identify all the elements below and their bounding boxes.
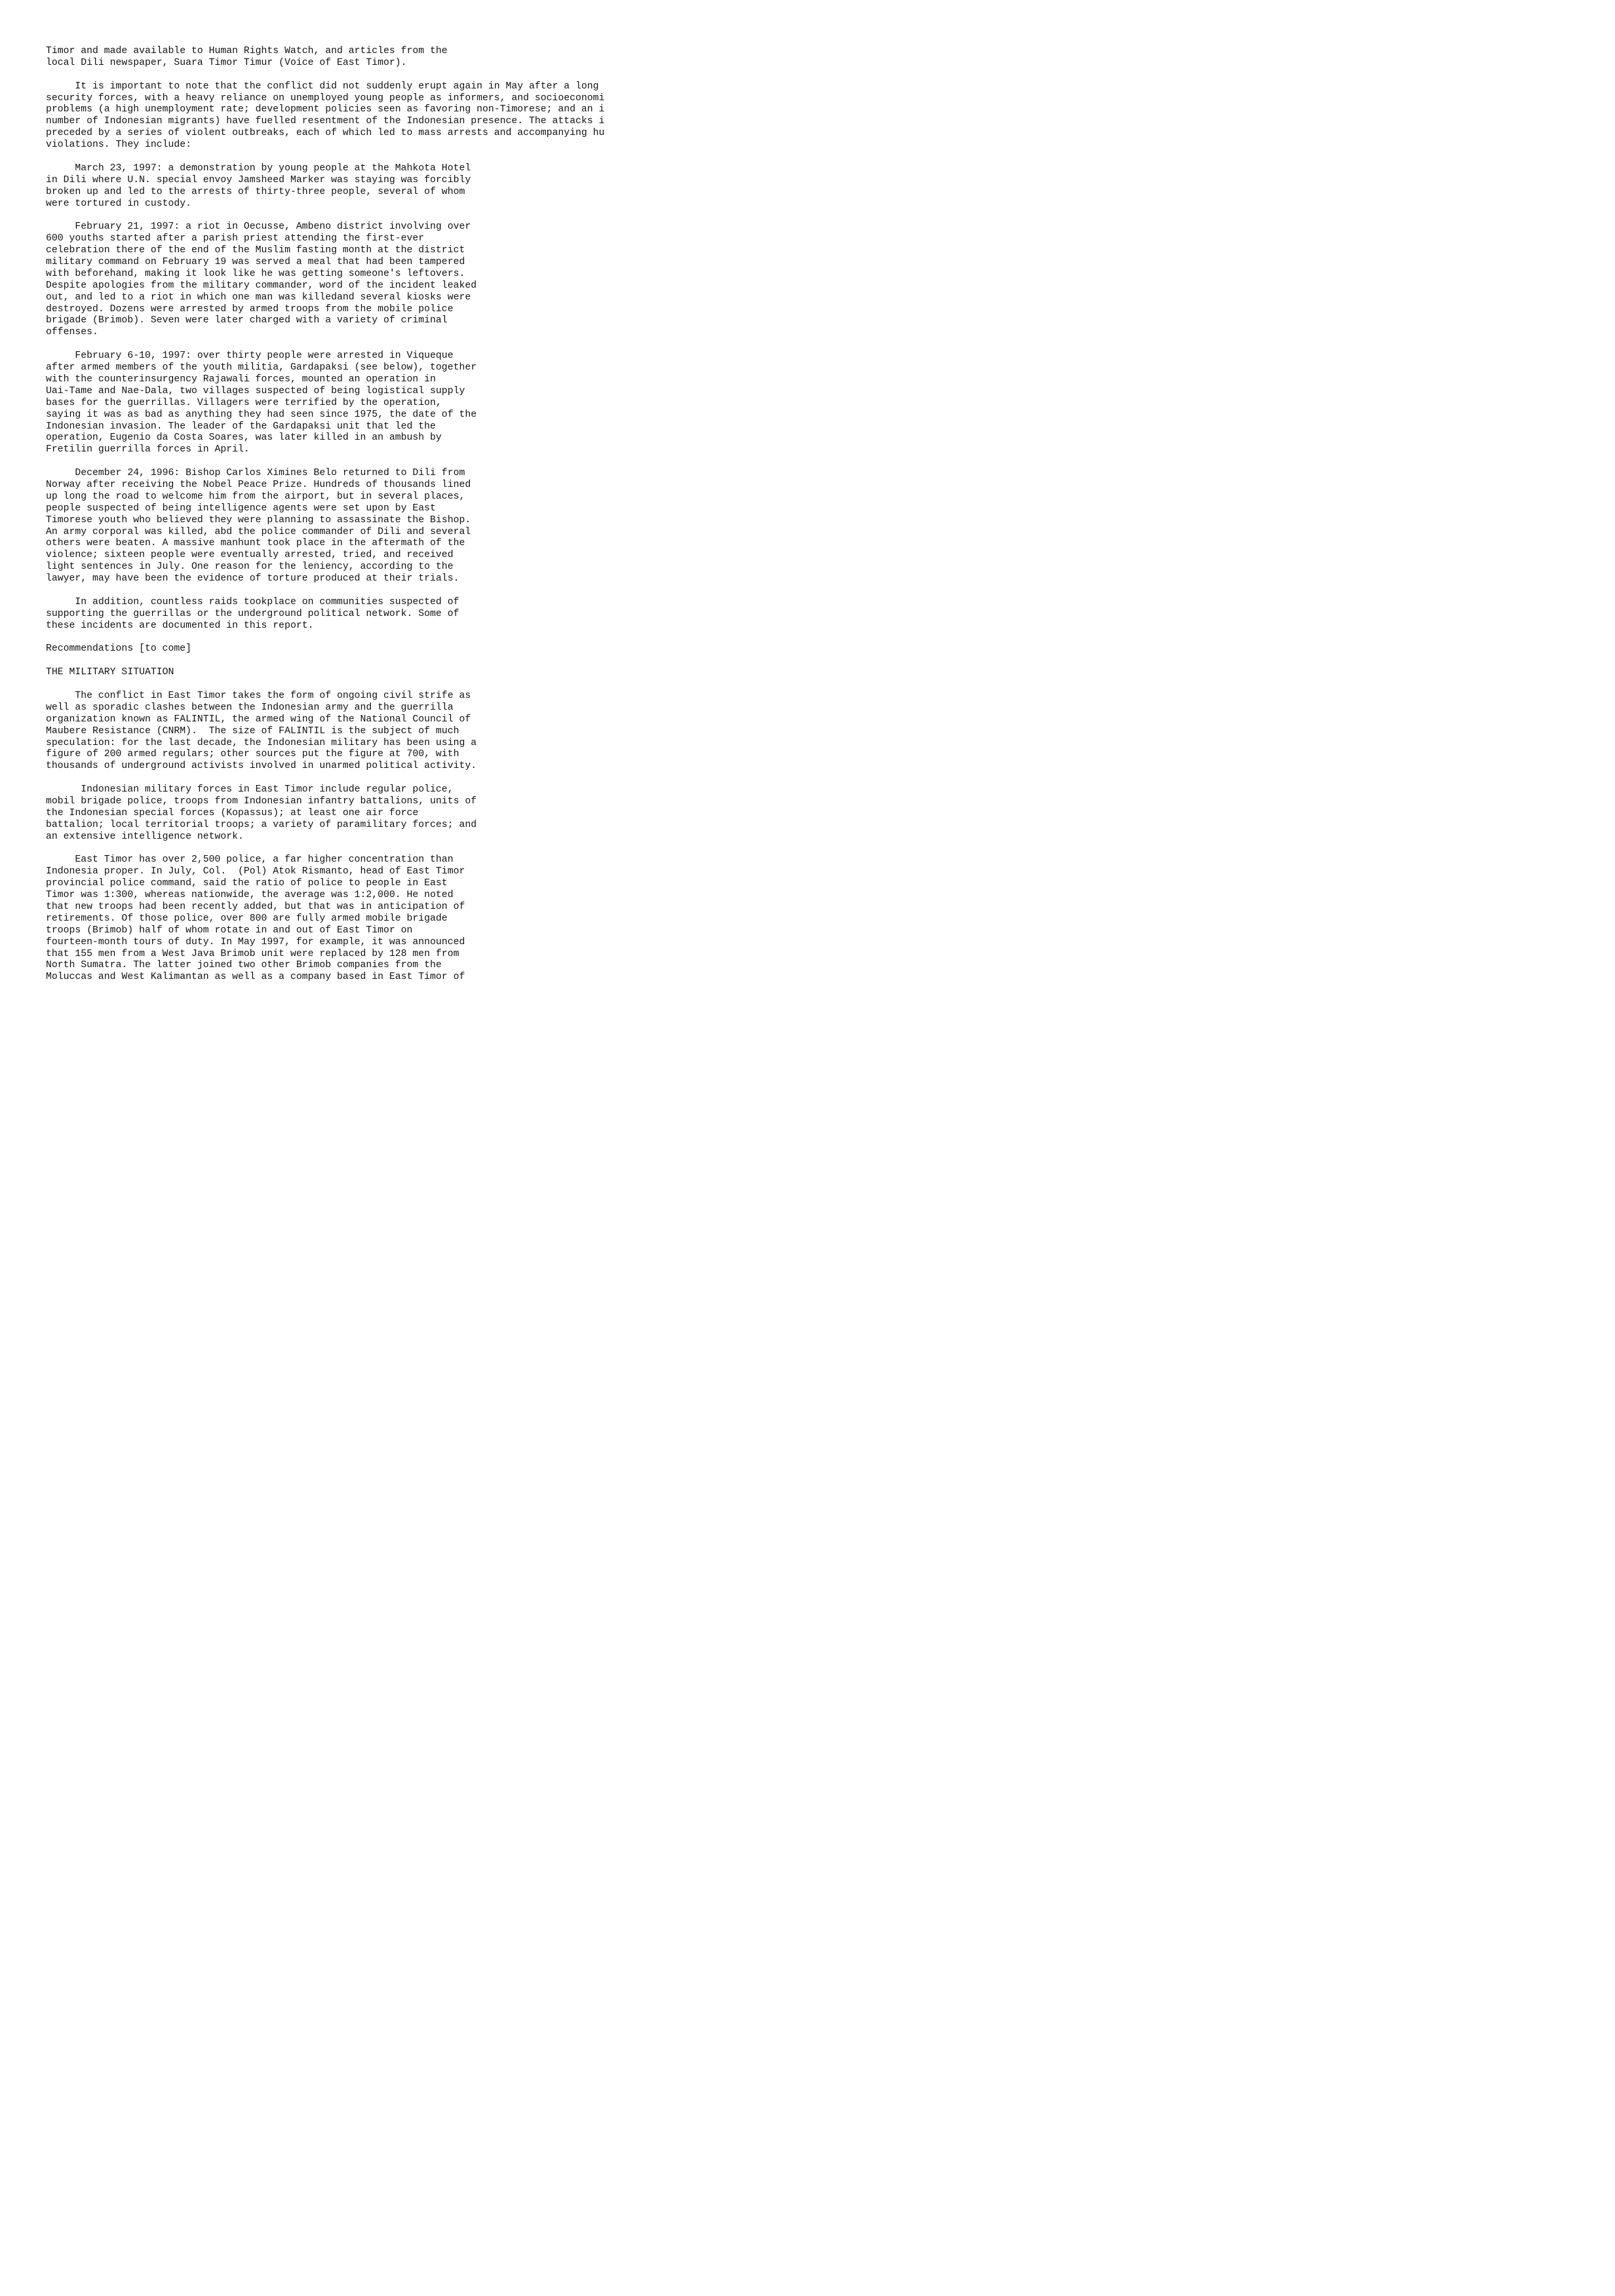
- text-line: in Dili where U.N. special envoy Jamsheed Marker was staying was forcibly: [46, 174, 471, 185]
- text-line: Despite apologies from the military commander, word of the incident leaked: [46, 280, 477, 291]
- paragraph-police-numbers: [46, 854, 721, 984]
- text-line: An army corporal was killed, abd the police commander of Dili and several: [46, 526, 471, 537]
- text-line: provincial police command, said the ratio of police to people in East: [46, 878, 448, 889]
- text-line: Indonesia proper. In July, Col. (Pol) Atok Rismanto, head of East Timor: [46, 866, 465, 877]
- document-page: [0, 0, 721, 1025]
- text-line: were tortured in custody.: [46, 198, 191, 209]
- text-line: others were beaten. A massive manhunt took place in the aftermath of the: [46, 538, 465, 549]
- text-line: military command on February 19 was served a meal that had been tampered: [46, 257, 465, 268]
- text-line: Moluccas and West Kalimantan as well as a company based in East Timor of: [46, 972, 465, 983]
- text-line: February 6-10, 1997: over thirty people were arrested in Viqueque: [46, 351, 454, 362]
- text-line: number of Indonesian migrants) have fuelled resentment of the Indonesian presence. The attacks i: [46, 116, 605, 127]
- text-line: Indonesian invasion. The leader of the Gardapaksi unit that led the: [46, 421, 436, 432]
- text-line: Uai-Tame and Nae-Dala, two villages suspected of being logistical supply: [46, 385, 465, 396]
- text-line: violence; sixteen people were eventually arrested, tried, and received: [46, 550, 454, 561]
- text-line: with the counterinsurgency Rajawali forces, mounted an operation in: [46, 373, 436, 385]
- text-line: security forces, with a heavy reliance on unemployed young people as informers, and socioeconomi: [46, 92, 605, 104]
- text-line: THE MILITARY SITUATION: [46, 667, 174, 678]
- text-line: retirements. Of those police, over 800 are fully armed mobile brigade: [46, 913, 448, 924]
- text-line: 600 youths started after a parish priest attending the first-ever: [46, 233, 425, 244]
- text-line: that 155 men from a West Java Brimob unit were replaced by 128 men from: [46, 948, 459, 959]
- text-line: the Indonesian special forces (Kopassus); at least one air force: [46, 807, 419, 818]
- paragraph-conflict-context: [46, 81, 721, 151]
- text-line: March 23, 1997: a demonstration by young people at the Mahkota Hotel: [46, 163, 471, 174]
- text-line: out, and led to a riot in which one man was killedand several kiosks were: [46, 292, 471, 303]
- text-line: celebration there of the end of the Muslim fasting month at the district: [46, 245, 465, 256]
- text-line: lawyer, may have been the evidence of torture produced at their trials.: [46, 573, 459, 584]
- text-line: The conflict in East Timor takes the form of ongoing civil strife as: [46, 690, 471, 701]
- text-line: violations. They include:: [46, 140, 191, 151]
- text-line: In addition, countless raids tookplace on communities suspected of: [46, 596, 459, 607]
- text-line: broken up and led to the arrests of thirty-three people, several of whom: [46, 186, 465, 197]
- text-line: destroyed. Dozens were arrested by armed troops from the mobile police: [46, 303, 454, 315]
- text-line: battalion; local territorial troops; a variety of paramilitary forces; and: [46, 819, 477, 830]
- paragraph-february-6-10-1997: [46, 351, 721, 456]
- text-line: Recommendations [to come]: [46, 643, 191, 655]
- text-line: problems (a high unemployment rate; development policies seen as favoring non-Timorese; and an i: [46, 104, 605, 115]
- paragraph-december-24-1996: [46, 468, 721, 585]
- text-line: troops (Brimob) half of whom rotate in and out of East Timor on: [46, 925, 413, 936]
- text-line: after armed members of the youth militia, Gardapaksi (see below), together: [46, 362, 477, 373]
- text-line: Maubere Resistance (CNRM). The size of FALINTIL is the subject of much: [46, 725, 459, 737]
- paragraph-military-forces: [46, 784, 721, 843]
- paragraph-february-21-1997: [46, 221, 721, 339]
- paragraph-falintil: [46, 691, 721, 773]
- text-line: figure of 200 armed regulars; other sources put the figure at 700, with: [46, 749, 459, 760]
- paragraph-countless-raids: [46, 597, 721, 632]
- text-line: people suspected of being intelligence agents were set upon by East: [46, 503, 436, 514]
- text-line: local Dili newspaper, Suara Timor Timur (Voice of East Timor).: [46, 57, 407, 68]
- text-line: brigade (Brimob). Seven were later charged with a variety of criminal: [46, 315, 448, 326]
- document-body: [46, 46, 721, 995]
- text-line: organization known as FALINTIL, the armed wing of the National Council of: [46, 714, 471, 725]
- text-line: with beforehand, making it look like he was getting someone's leftovers.: [46, 268, 465, 279]
- text-line: supporting the guerrillas or the underground political network. Some of: [46, 608, 459, 619]
- text-line: Norway after receiving the Nobel Peace Prize. Hundreds of thousands lined: [46, 479, 471, 490]
- text-line: light sentences in July. One reason for the leniency, according to the: [46, 562, 454, 573]
- text-line: Timor was 1:300, whereas nationwide, the average was 1:2,000. He noted: [46, 890, 454, 901]
- text-line: these incidents are documented in this report.: [46, 620, 314, 631]
- paragraph-military-situation-heading: [46, 667, 721, 679]
- text-line: Timorese youth who believed they were planning to assassinate the Bishop.: [46, 514, 471, 526]
- text-line: up long the road to welcome him from the airport, but in several places,: [46, 491, 465, 502]
- paragraph-intro-tail: [46, 46, 721, 69]
- paragraph-march-23-1997: [46, 163, 721, 210]
- text-line: that new troops had been recently added, but that was in anticipation of: [46, 902, 465, 913]
- text-line: mobil brigade police, troops from Indonesian infantry battalions, units of: [46, 796, 477, 807]
- text-line: North Sumatra. The latter joined two other Brimob companies from the: [46, 960, 442, 971]
- paragraph-recommendations-heading: [46, 643, 721, 655]
- text-line: It is important to note that the conflict did not suddenly erupt again in May after a long: [46, 81, 599, 92]
- text-line: thousands of underground activists involved in unarmed political activity.: [46, 761, 477, 772]
- text-line: Timor and made available to Human Rights Watch, and articles from the: [46, 46, 448, 56]
- text-line: February 21, 1997: a riot in Oecusse, Ambeno district involving over: [46, 221, 471, 233]
- text-line: preceded by a series of violent outbreaks, each of which led to mass arrests and accompanying hu: [46, 128, 605, 139]
- text-line: Indonesian military forces in East Timor include regular police,: [46, 784, 454, 795]
- text-line: fourteen-month tours of duty. In May 1997, for example, it was announced: [46, 936, 465, 947]
- text-line: Fretilin guerrilla forces in April.: [46, 444, 250, 455]
- text-line: speculation: for the last decade, the Indonesian military has been using a: [46, 737, 477, 748]
- text-line: December 24, 1996: Bishop Carlos Ximines Belo returned to Dili from: [46, 468, 465, 479]
- text-line: well as sporadic clashes between the Indonesian army and the guerrilla: [46, 702, 454, 713]
- text-line: saying it was as bad as anything they had seen since 1975, the date of the: [46, 409, 477, 420]
- text-line: bases for the guerrillas. Villagers were terrified by the operation,: [46, 397, 442, 408]
- text-line: an extensive intelligence network.: [46, 831, 244, 842]
- text-line: offenses.: [46, 327, 98, 338]
- text-line: operation, Eugenio da Costa Soares, was later killed in an ambush by: [46, 432, 442, 444]
- text-line: East Timor has over 2,500 police, a far higher concentration than: [46, 854, 454, 866]
